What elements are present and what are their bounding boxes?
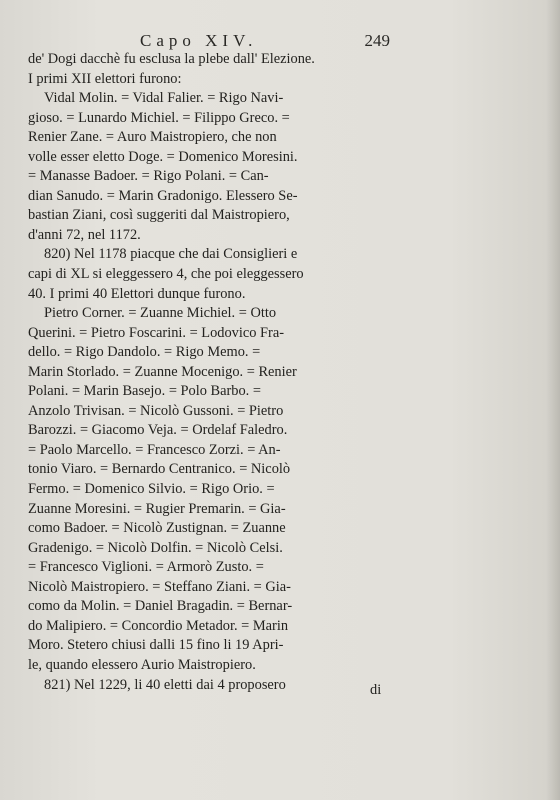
- text-line: Nicolò Maistropiero. = Steffano Ziani. = Gia-: [28, 578, 291, 595]
- text-line: tonio Viaro. = Bernardo Centranico. = Nicolò: [28, 461, 291, 478]
- page-number: 249: [364, 31, 390, 50]
- text-line: = Francesco Viglioni. = Armorò Zusto. =: [28, 559, 264, 576]
- text-line: de' Dogi dacchè fu esclusa la plebe dall' Elezione.: [28, 51, 315, 67]
- text-line: Gradenigo. = Nicolò Dolfin. = Nicolò Celsi.: [28, 539, 283, 556]
- text-line: I primi XII elettori furono:: [28, 70, 182, 87]
- text-line: Anzolo Trivisan. = Nicolò Gussoni. = Pietro: [28, 402, 284, 419]
- text-line: Vidal Molin. = Vidal Falier. = Rigo Navi-: [44, 90, 284, 107]
- text-line: Renier Zane. = Auro Maistropiero, che non: [28, 129, 277, 146]
- text-line: dello. = Rigo Dandolo. = Rigo Memo. =: [28, 344, 261, 361]
- catchword: di: [370, 682, 382, 698]
- running-title: Capo XIV.: [140, 31, 258, 50]
- text-line: dian Sanudo. = Marin Gradonigo. Elessero Se-: [28, 187, 298, 204]
- text-line: Querini. = Pietro Foscarini. = Lodovico Fra-: [28, 324, 285, 341]
- text-line: Zuanne Moresini. = Rugier Premarin. = Gia-: [28, 500, 286, 517]
- text-line: Fermo. = Domenico Silvio. = Rigo Orio. =: [28, 481, 275, 498]
- text-line: = Paolo Marcello. = Francesco Zorzi. = An-: [28, 441, 281, 458]
- text-line: do Malipiero. = Concordio Metador. = Marin: [28, 617, 289, 634]
- text-line: como Badoer. = Nicolò Zustignan. = Zuanne: [28, 520, 286, 537]
- text-line: 821) Nel 1229, li 40 eletti dai 4 proposero: [44, 676, 286, 693]
- text-line: como da Molin. = Daniel Bragadin. = Bernar-: [28, 598, 293, 615]
- text-line: = Manasse Badoer. = Rigo Polani. = Can-: [28, 168, 269, 185]
- text-line: Marin Storlado. = Zuanne Mocenigo. = Renier: [28, 363, 297, 380]
- body-text: [28, 50, 403, 695]
- text-line: Moro. Stetero chiusi dalli 15 fino li 19 Apri-: [28, 637, 284, 654]
- text-line: gioso. = Lunardo Michiel. = Filippo Greco. =: [28, 109, 290, 126]
- text-line: 820) Nel 1178 piacque che dai Consiglieri e: [44, 246, 298, 263]
- text-line: d'anni 72, nel 1172.: [28, 226, 141, 243]
- text-line: volle esser eletto Doge. = Domenico Moresini.: [28, 148, 298, 165]
- text-line: bastian Ziani, così suggeriti dal Maistropiero,: [28, 207, 290, 224]
- text-line: capi di XL si eleggessero 4, che poi eleggessero: [28, 266, 304, 283]
- text-line: Polani. = Marin Basejo. = Polo Barbo. =: [28, 383, 261, 400]
- text-line: 40. I primi 40 Elettori dunque furono.: [28, 285, 246, 302]
- text-line: le, quando elessero Aurio Maistropiero.: [28, 656, 256, 673]
- text-line: Barozzi. = Giacomo Veja. = Ordelaf Faledro.: [28, 422, 288, 439]
- text-line: Pietro Corner. = Zuanne Michiel. = Otto: [44, 305, 277, 322]
